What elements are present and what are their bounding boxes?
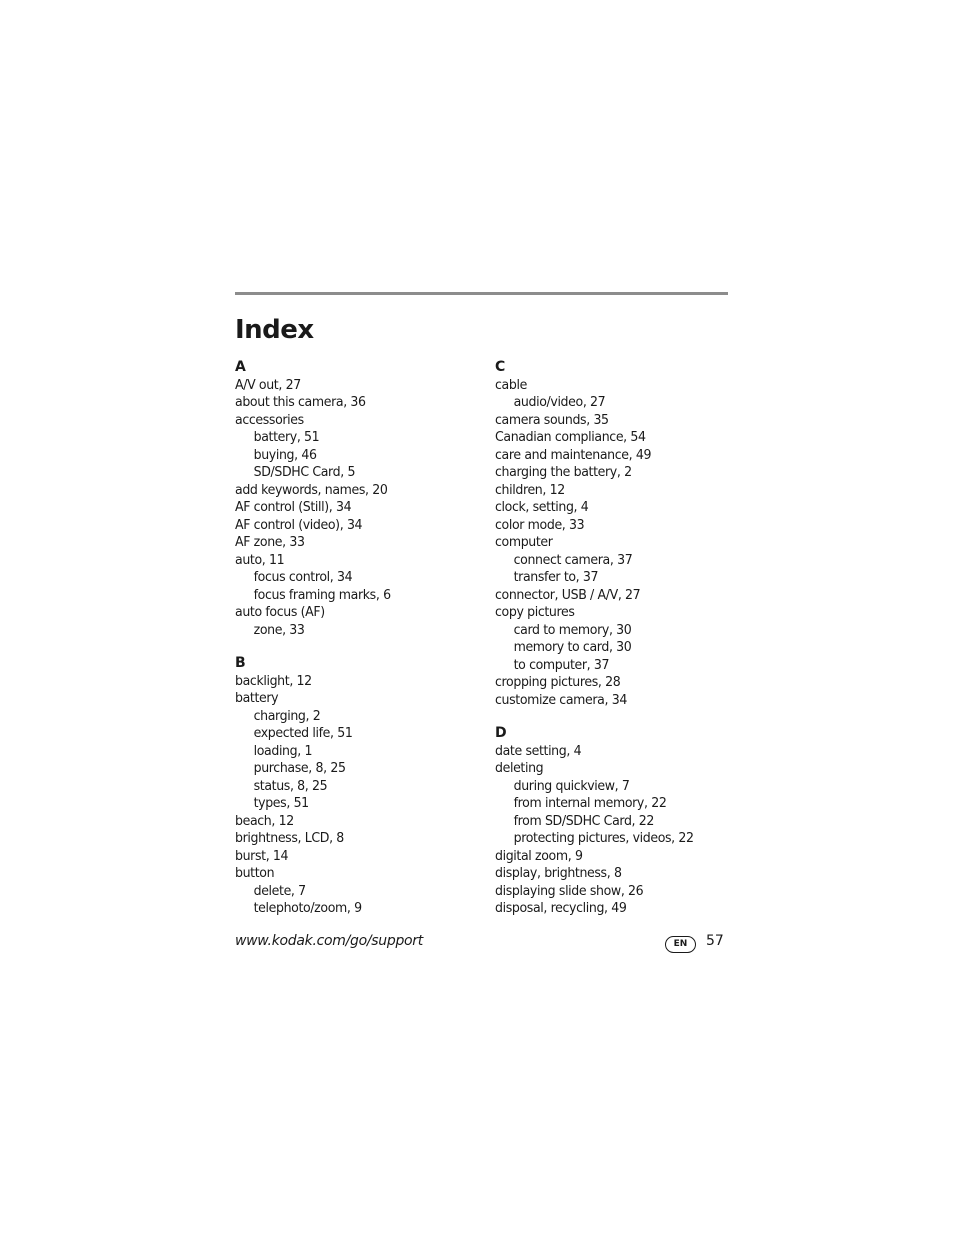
index-section-a <box>235 359 485 639</box>
index-entry: add keywords, names, 20 <box>235 481 388 498</box>
index-subentry: to computer, 37 <box>513 656 610 673</box>
index-subentry: focus framing marks, 6 <box>253 586 391 603</box>
section-letter: A <box>235 359 246 375</box>
index-entry: AF zone, 33 <box>235 534 305 550</box>
index-subentry: transfer to, 37 <box>513 569 599 585</box>
index-entry: displaying slide show, 26 <box>495 882 644 899</box>
index-subentry: expected life, 51 <box>253 725 353 741</box>
index-section-c <box>495 359 745 709</box>
page-number: 57 <box>706 933 724 949</box>
index-subentry: status, 8, 25 <box>253 777 328 794</box>
index-subentry: focus control, 34 <box>253 569 353 585</box>
index-column-right <box>495 359 745 918</box>
section-letter: C <box>495 359 506 375</box>
index-entry: digital zoom, 9 <box>495 847 583 864</box>
index-entry: brightness, LCD, 8 <box>235 830 344 846</box>
index-subentry: during quickview, 7 <box>513 777 630 794</box>
header-rule <box>235 292 728 295</box>
index-entry: backlight, 12 <box>235 672 312 689</box>
index-entry: auto, 11 <box>235 551 285 568</box>
index-entry: cropping pictures, 28 <box>495 674 621 690</box>
index-entry: AF control (Still), 34 <box>235 499 352 515</box>
index-entry: auto focus (AF) <box>235 604 325 620</box>
index-entry: connector, USB / A/V, 27 <box>495 586 641 603</box>
index-subentry: audio/video, 27 <box>513 394 606 410</box>
index-entry: display, brightness, 8 <box>495 865 622 881</box>
index-entry: about this camera, 36 <box>235 394 366 410</box>
index-subentry: from SD/SDHC Card, 22 <box>513 812 655 829</box>
section-letter: B <box>235 655 246 671</box>
index-section-b <box>235 655 485 918</box>
index-entry: children, 12 <box>495 481 565 498</box>
index-entry: Canadian compliance, 54 <box>495 429 646 445</box>
index-subentry: telephoto/zoom, 9 <box>253 900 362 916</box>
index-entry: burst, 14 <box>235 847 289 864</box>
index-entry: computer <box>495 534 553 550</box>
index-subentry: battery, 51 <box>253 429 320 445</box>
index-entry: customize camera, 34 <box>495 691 627 708</box>
index-subentry: types, 51 <box>253 795 309 811</box>
index-subentry: protecting pictures, videos, 22 <box>513 830 694 846</box>
index-subentry: SD/SDHC Card, 5 <box>253 464 356 480</box>
index-section-d <box>495 725 745 918</box>
index-subentry: loading, 1 <box>253 742 313 759</box>
index-subentry: delete, 7 <box>253 882 306 899</box>
index-entry: date setting, 4 <box>495 742 582 759</box>
index-subentry: zone, 33 <box>253 621 305 638</box>
index-subentry: purchase, 8, 25 <box>253 760 346 776</box>
language-badge: EN <box>665 936 696 953</box>
index-entry: charging the battery, 2 <box>495 464 632 480</box>
index-subentry: card to memory, 30 <box>513 621 632 638</box>
index-entry: clock, setting, 4 <box>495 499 589 515</box>
index-subentry: charging, 2 <box>253 707 321 724</box>
index-subentry: connect camera, 37 <box>513 551 633 568</box>
index-entry: color mode, 33 <box>495 516 585 533</box>
index-entry: battery <box>235 690 279 706</box>
index-entry: care and maintenance, 49 <box>495 446 652 463</box>
section-entries <box>235 377 485 640</box>
section-entries <box>235 673 485 918</box>
index-entry: accessories <box>235 411 304 428</box>
index-entry: deleting <box>495 760 544 776</box>
index-entry: copy pictures <box>495 604 575 620</box>
index-entry: cable <box>495 376 527 393</box>
page-title: Index <box>235 315 314 345</box>
index-entry: beach, 12 <box>235 812 294 829</box>
support-url[interactable]: www.kodak.com/go/support <box>235 933 423 949</box>
index-subentry: from internal memory, 22 <box>513 795 667 811</box>
index-subentry: memory to card, 30 <box>513 639 632 655</box>
section-letter: D <box>495 725 507 741</box>
section-entries <box>495 743 745 918</box>
index-entry: disposal, recycling, 49 <box>495 900 627 916</box>
index-subentry: buying, 46 <box>253 446 317 463</box>
index-entry: button <box>235 865 275 881</box>
index-entry: camera sounds, 35 <box>495 411 609 428</box>
index-entry: A/V out, 27 <box>235 376 301 393</box>
index-column-left <box>235 359 485 918</box>
section-entries <box>495 377 745 710</box>
index-entry: AF control (video), 34 <box>235 516 363 533</box>
